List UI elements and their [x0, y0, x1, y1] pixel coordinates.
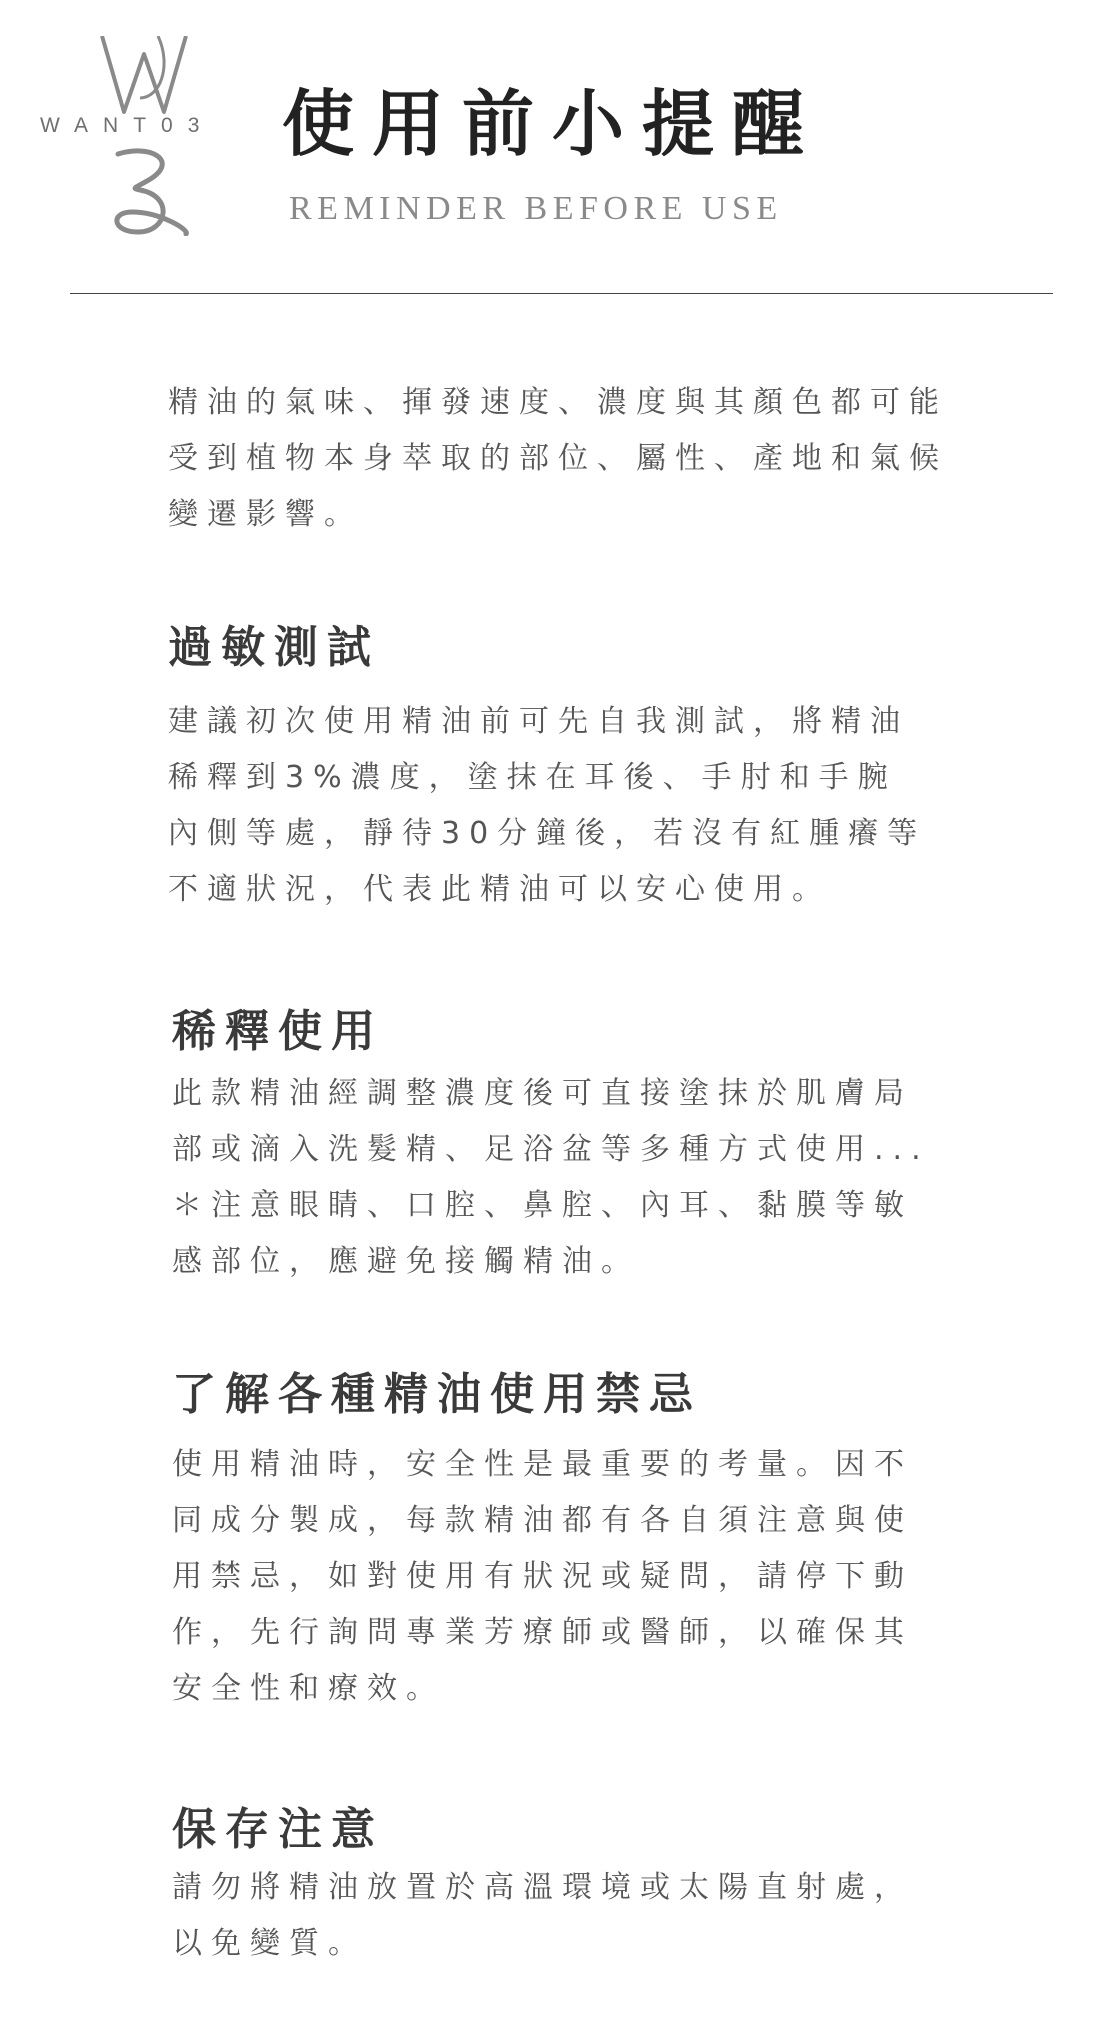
intro-line: 精油的氣味、揮發速度、濃度與其顏色都可能 [168, 385, 948, 420]
body-line: 稀釋到3%濃度，塗抹在耳後、手肘和手腕 [168, 760, 897, 795]
page-title: 使用前小提醒 [282, 82, 823, 166]
section-body [172, 1860, 1032, 1972]
body-line: 建議初次使用精油前可先自我測試，將精油 [168, 704, 909, 739]
body-line: 不適狀況，代表此精油可以安心使用。 [168, 872, 831, 907]
body-line: 使用精油時，安全性是最重要的考量。因不 [172, 1447, 913, 1482]
section-allergy-test [168, 620, 1028, 918]
section-heading: 過敏測試 [168, 622, 380, 673]
section-body [172, 1437, 1032, 1717]
intro-line: 變遷影響。 [168, 497, 363, 532]
section-body [172, 1066, 1032, 1290]
body-line: 感部位，應避免接觸精油。 [172, 1244, 640, 1279]
body-line: 用禁忌，如對使用有狀況或疑問，請停下動 [172, 1559, 913, 1594]
header-divider [70, 293, 1053, 294]
section-dilution [172, 1004, 1032, 1290]
brand-logo [40, 36, 250, 236]
body-line: 請勿將精油放置於高溫環境或太陽直射處， [172, 1870, 913, 1905]
section-heading: 保存注意 [172, 1804, 384, 1855]
body-line: 內側等處，靜待30分鐘後，若沒有紅腫癢等 [168, 816, 927, 851]
section-heading: 稀釋使用 [172, 1006, 384, 1057]
intro-paragraph [168, 375, 1028, 543]
body-line: 部或滴入洗髮精、足浴盆等多種方式使用... [172, 1132, 930, 1167]
section-contraindications [172, 1367, 1032, 1717]
body-line: 以免變質。 [172, 1926, 367, 1961]
body-line: 此款精油經調整濃度後可直接塗抹於肌膚局 [172, 1076, 913, 1111]
body-line: 安全性和療效。 [172, 1671, 445, 1706]
body-line: 同成分製成，每款精油都有各自須注意與使 [172, 1503, 913, 1538]
logo-wordmark: WANT03 [40, 114, 215, 137]
intro-line: 受到植物本身萃取的部位、屬性、產地和氣候 [168, 441, 948, 476]
section-storage [172, 1802, 1032, 1972]
body-line: ＊注意眼睛、口腔、鼻腔、內耳、黏膜等敏 [172, 1188, 913, 1223]
section-body [168, 694, 1028, 918]
body-line: 作，先行詢問專業芳療師或醫師，以確保其 [172, 1615, 913, 1650]
section-heading: 了解各種精油使用禁忌 [172, 1369, 702, 1420]
page-subtitle: REMINDER BEFORE USE [289, 190, 783, 227]
